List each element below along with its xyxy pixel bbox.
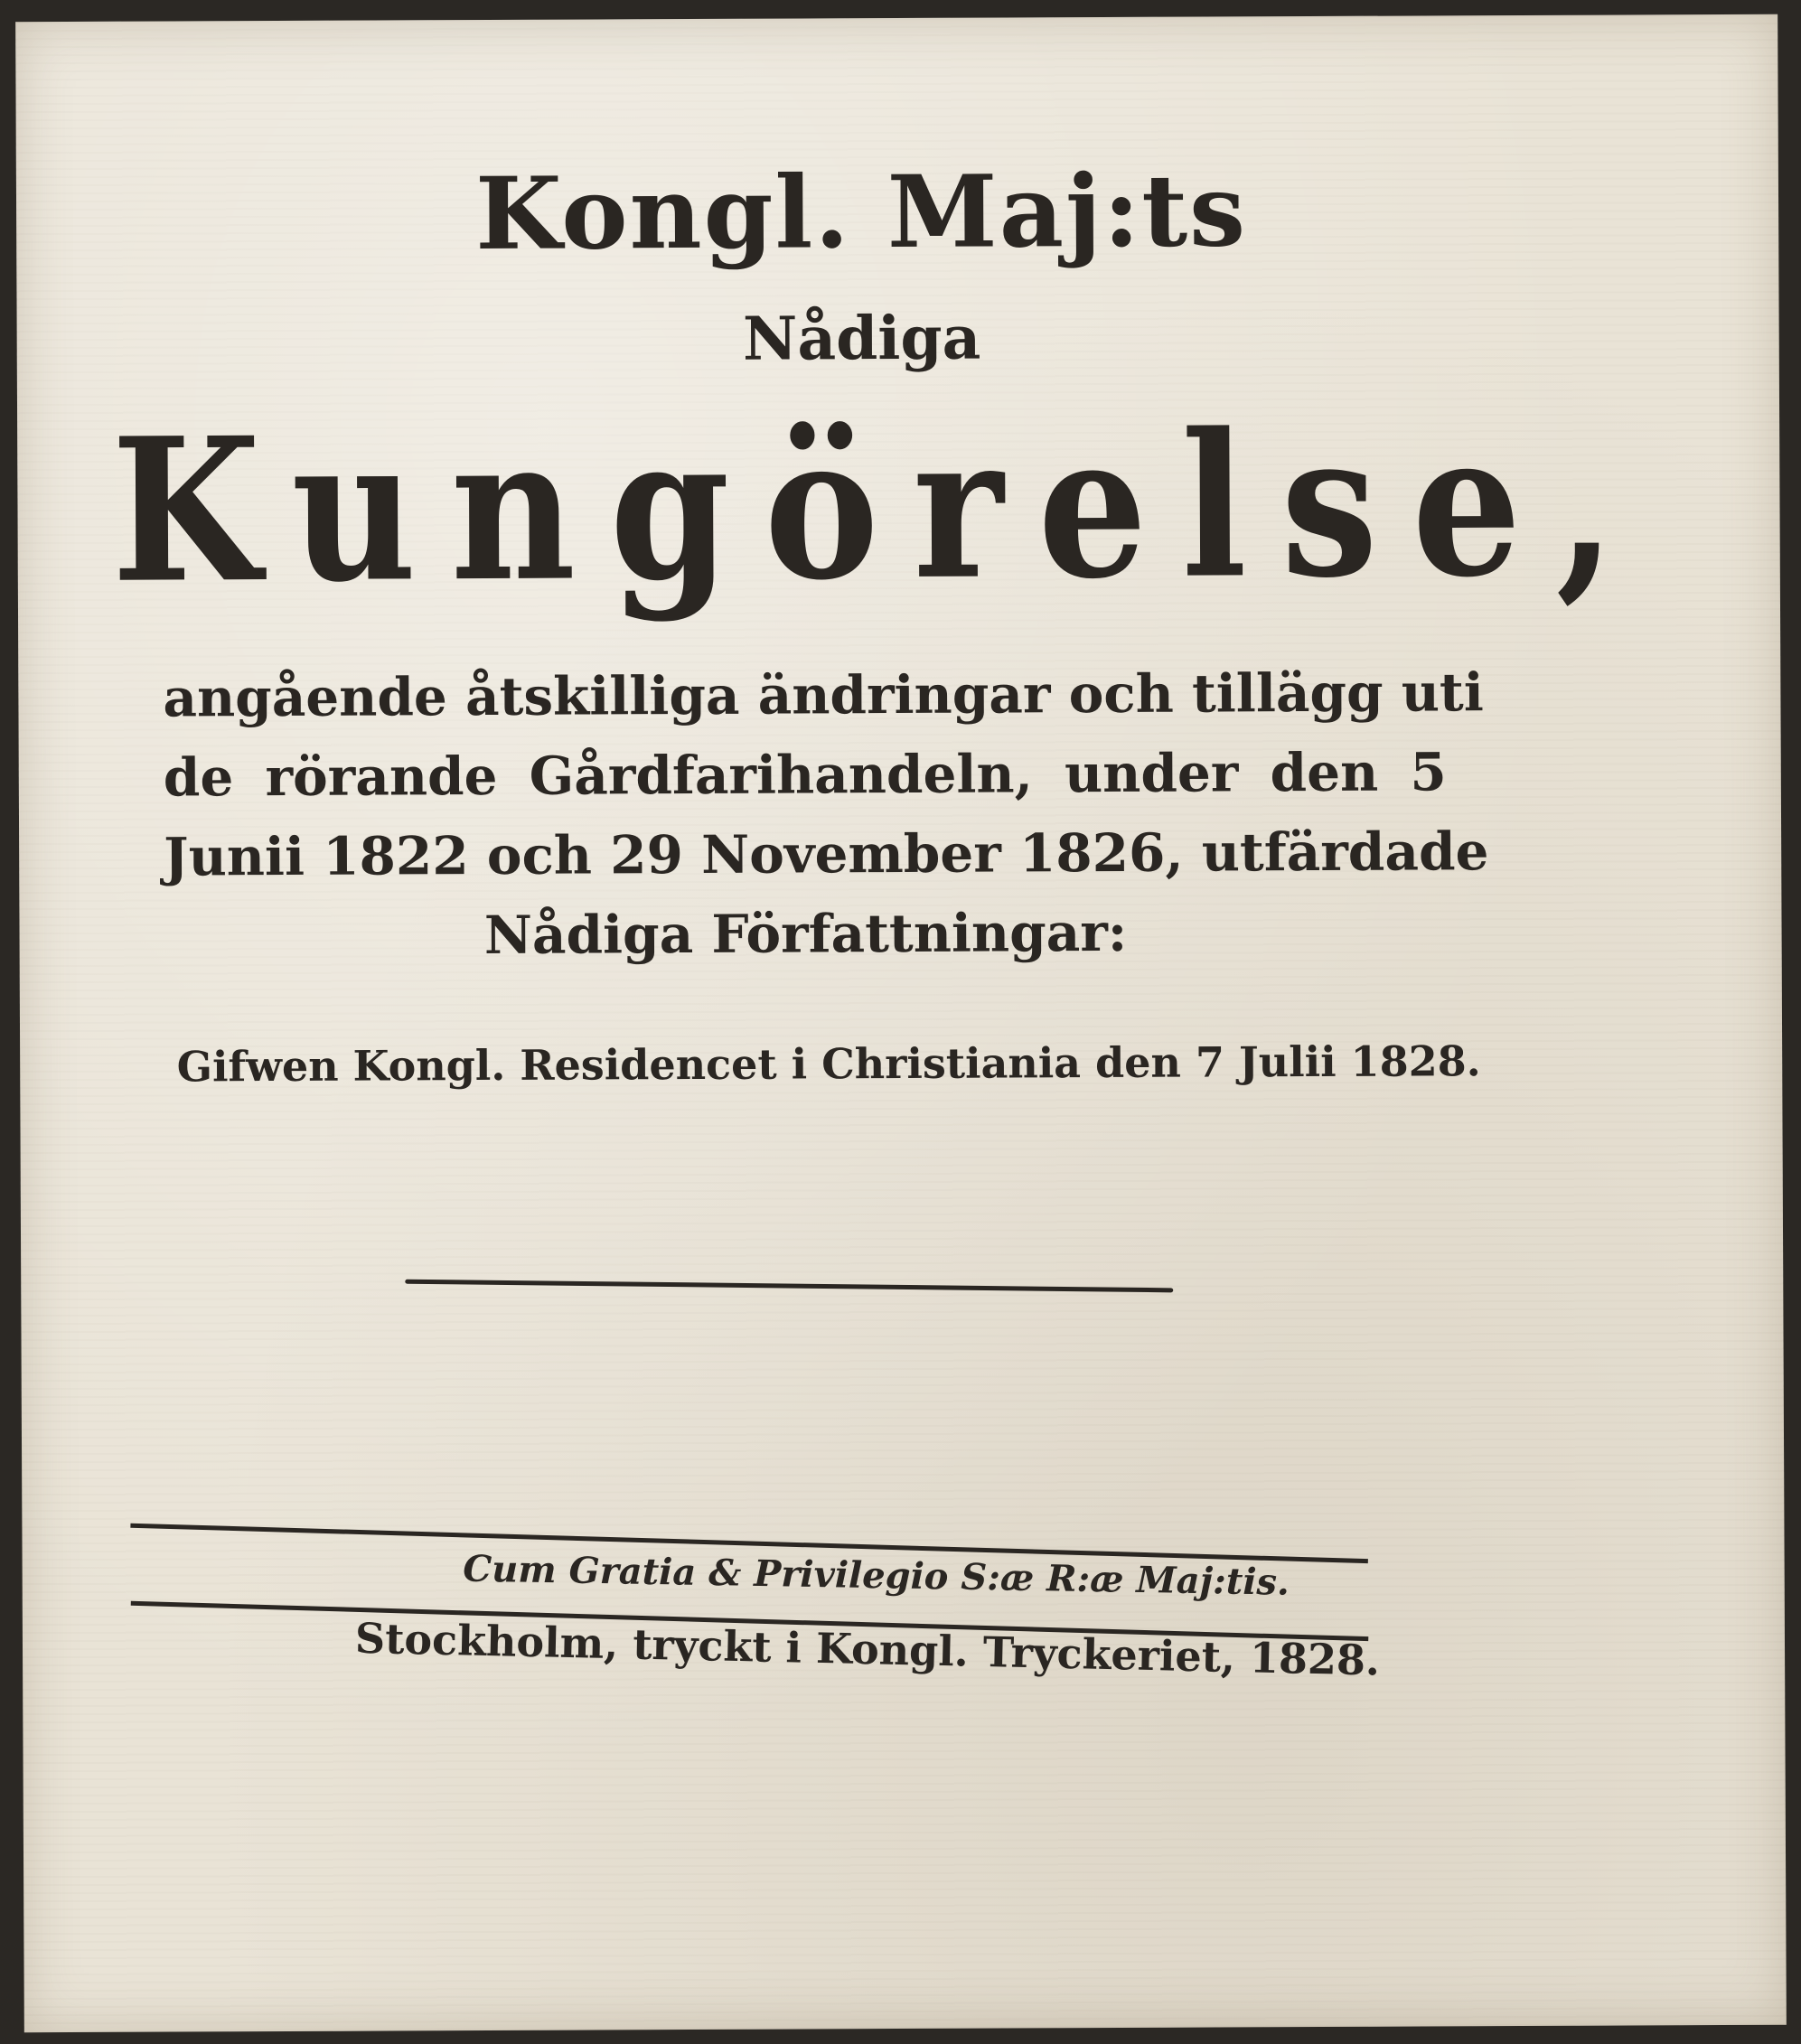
privilege-line: Cum Gratia & Privilegio S:æ R:æ Maj:tis. xyxy=(462,1547,1290,1604)
body-line: Nådiga Författningar: xyxy=(483,901,1128,967)
imprint-line: Stockholm, tryckt i Kongl. Tryckeriet, 1828. xyxy=(354,1613,1381,1685)
title-kungorelse: Kungörelse, xyxy=(110,388,1651,627)
given-date-line: Gifwen Kongl. Residencet i Christiania den 7 Julii 1828. xyxy=(176,1036,1481,1092)
title-nadiga: Nådiga xyxy=(742,302,981,374)
body-line: de rörande Gårdfarihandeln, under den 5 xyxy=(163,741,1447,809)
center-divider xyxy=(405,1280,1173,1293)
body-line: Junii 1822 och 29 November 1826, utfärdade xyxy=(164,820,1489,888)
document-page xyxy=(15,14,1787,2032)
body-line: angående åtskilliga ändringar och tillägg uti xyxy=(163,661,1484,729)
body-paragraph xyxy=(163,652,1489,976)
title-kongl-majts: Kongl. Maj:ts xyxy=(474,152,1248,273)
